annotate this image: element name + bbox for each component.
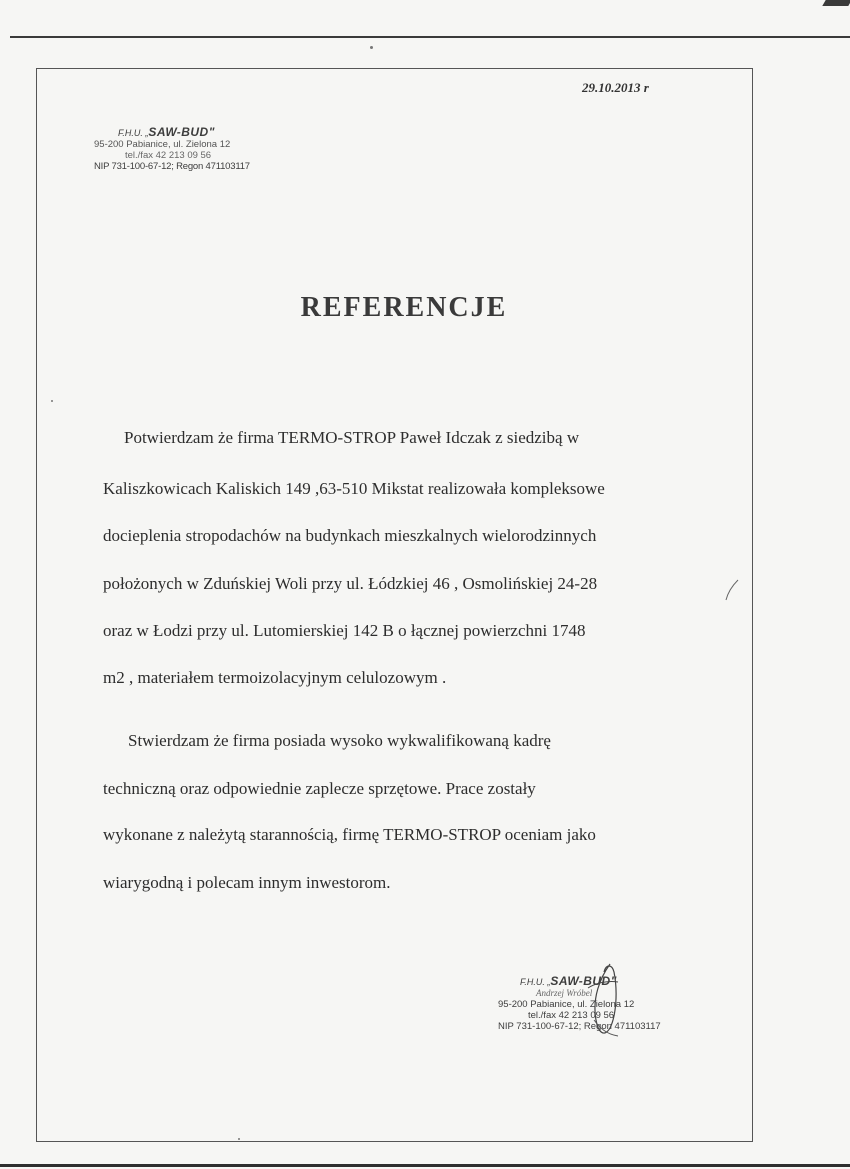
paragraph-2-line: techniczną oraz odpowiednie zaplecze sprzętowe. Prace zostały — [103, 779, 536, 798]
stamp-company-name: F.H.U. „SAW-BUD" — [118, 125, 215, 139]
paragraph-1-line: docieplenia stropodachów na budynkach mieszkalnych wielorodzinnych — [103, 526, 597, 545]
scan-speck — [51, 400, 53, 402]
scan-edge-top — [10, 36, 850, 38]
paragraph-1-line: oraz w Łodzi przy ul. Lutomierskiej 142 B o łącznej powierzchni 1748 — [103, 621, 586, 640]
document-date: 29.10.2013 r — [582, 80, 649, 95]
signature-name-print: Andrzej Wróbel — [536, 988, 593, 998]
scan-speck — [238, 1138, 240, 1140]
stamp-address: 95-200 Pabianice, ul. Zielona 12 — [498, 999, 635, 1010]
document-title: REFERENCJE — [300, 292, 508, 323]
stamp-phone: tel./fax 42 213 09 56 — [125, 150, 212, 161]
paragraph-2-line: wykonane z należytą starannością, firmę TERMO-STROP oceniam jako — [103, 825, 596, 844]
stamp-tax-ids: NIP 731-100-67-12; Regon 471103117 — [94, 161, 250, 172]
scan-speck — [370, 46, 373, 49]
paragraph-2-line: wiarygodną i polecam innym inwestorom. — [103, 873, 391, 892]
paragraph-1-line: Potwierdzam że firma TERMO-STROP Paweł Idczak z siedzibą w — [124, 428, 580, 447]
handwritten-signature — [548, 958, 658, 1048]
company-stamp-header — [94, 127, 250, 172]
scan-edge-bottom — [0, 1164, 850, 1167]
paragraph-2-line: Stwierdzam że firma posiada wysoko wykwalifikowaną kadrę — [128, 731, 551, 750]
stamp-tax-ids: NIP 731-100-67-12; Regon 471103117 — [498, 1021, 661, 1032]
stamp-company-name: F.H.U. „SAW-BUD" — [520, 974, 617, 988]
stamp-address: 95-200 Pabianice, ul. Zielona 12 — [94, 139, 231, 150]
scan-pen-mark — [724, 578, 740, 602]
paragraph-1-line: Kaliszkowicach Kaliskich 149 ,63-510 Mikstat realizowała kompleksowe — [103, 479, 605, 498]
paragraph-1-line: m2 , materiałem termoizolacyjnym celulozowym . — [103, 668, 447, 687]
stamp-phone: tel./fax 42 213 09 56 — [528, 1010, 615, 1021]
scan-corner-mark — [822, 0, 850, 6]
paragraph-1-line: położonych w Zduńskiej Woli przy ul. Łódzkiej 46 , Osmolińskiej 24-28 — [103, 574, 598, 593]
